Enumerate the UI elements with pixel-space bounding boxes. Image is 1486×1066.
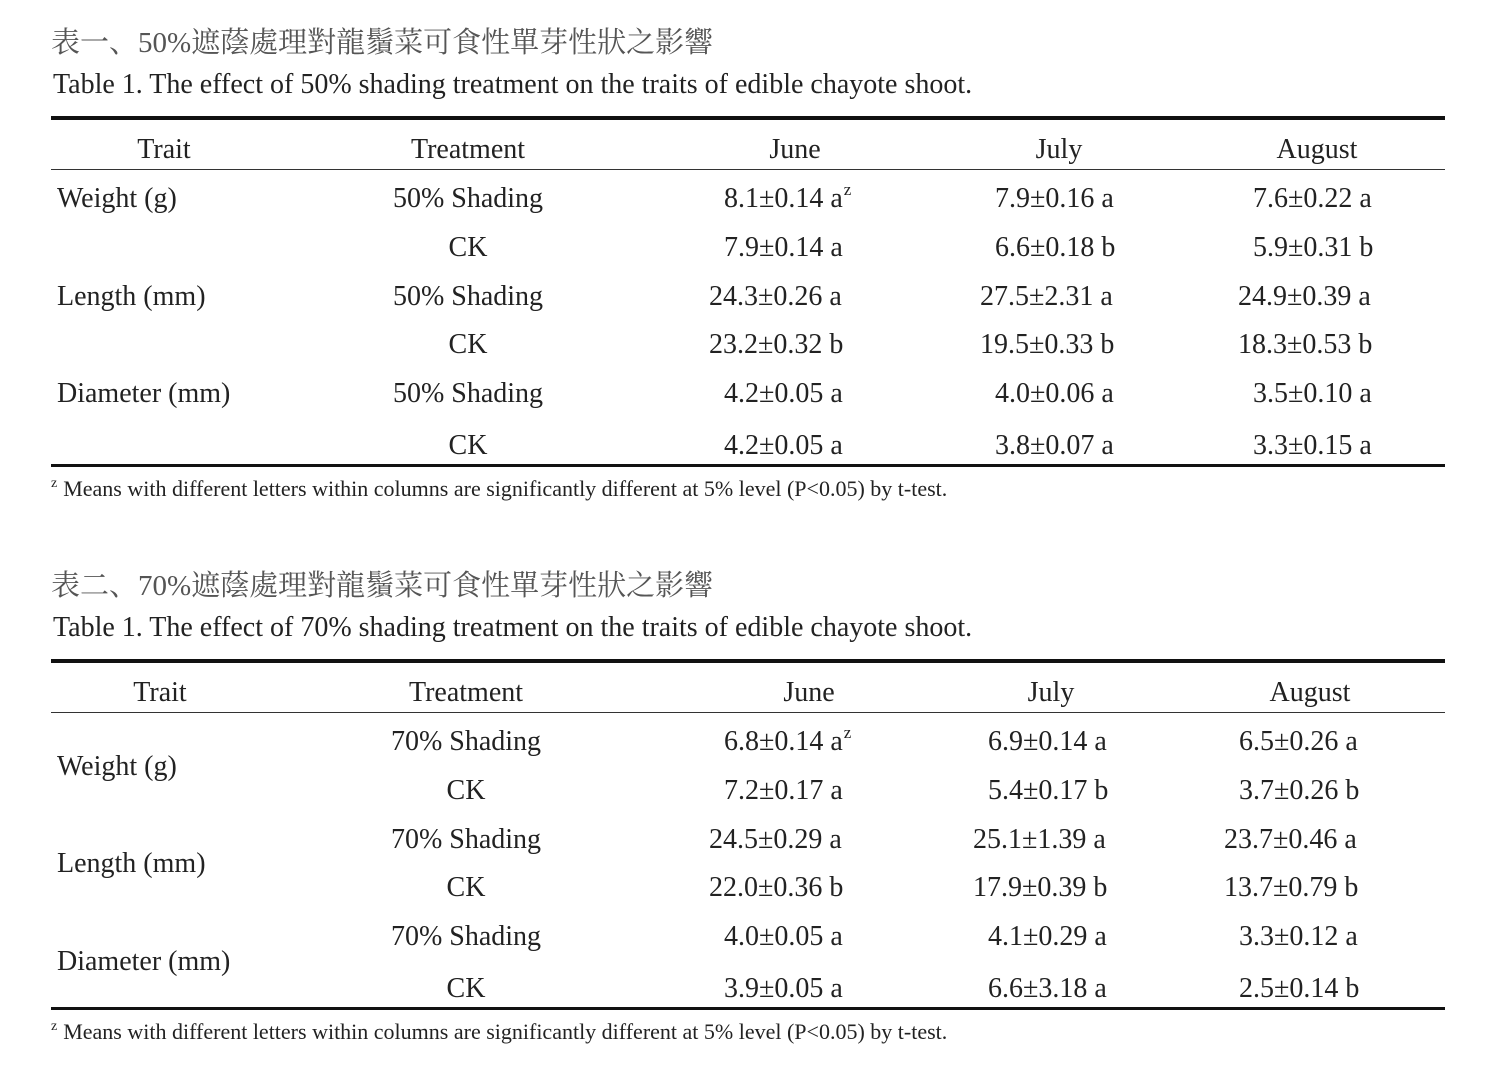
table-cell-august: 3.3±0.15 a — [1253, 430, 1372, 461]
table-cell-july: 4.0±0.06 a — [995, 378, 1114, 409]
table-row: CK — [448, 232, 488, 263]
footnote-marker: z — [51, 1019, 58, 1034]
table-2-trait-diameter: Diameter (mm) — [57, 946, 231, 977]
table-cell-june: 7.2±0.17 a — [724, 775, 843, 806]
table-cell-july: 7.9±0.16 a — [995, 183, 1114, 214]
table-1-header-august: August — [1276, 134, 1358, 165]
table-cell-july: 5.4±0.17 b — [988, 775, 1109, 806]
table-1-header-rule — [51, 169, 1445, 170]
table-row: 50% Shading — [392, 281, 544, 312]
table-row: CK — [446, 973, 486, 1004]
table-cell-july: 19.5±0.33 b — [980, 329, 1115, 360]
table-cell-june — [724, 180, 852, 214]
superscript-marker: z — [843, 723, 852, 742]
table-1-bottom-rule — [51, 464, 1445, 467]
footnote-marker: z — [51, 476, 58, 491]
table-cell-june: 4.2±0.05 a — [724, 378, 843, 409]
table-cell-june: 3.9±0.05 a — [724, 973, 843, 1004]
table-row: 70% Shading — [390, 824, 542, 855]
table-row: 70% Shading — [390, 726, 542, 757]
table-row: CK — [448, 430, 488, 461]
table-cell-august: 2.5±0.14 b — [1239, 973, 1360, 1004]
table-2-block — [51, 543, 1445, 1066]
table-cell-august: 18.3±0.53 b — [1238, 329, 1373, 360]
table-cell-june: 22.0±0.36 b — [709, 872, 844, 903]
table-cell-august: 7.6±0.22 a — [1253, 183, 1372, 214]
footnote-text: Means with different letters within columns are significantly different at 5% level (P<0.05) by t-test. — [63, 1019, 948, 1044]
table-cell-august: 13.7±0.79 b — [1224, 872, 1359, 903]
table-2-header-july: July — [1027, 677, 1075, 708]
table-1-title-cn: 表一、50%遮蔭處理對龍鬚菜可食性單芽性狀之影響 — [51, 27, 714, 59]
table-row: CK — [448, 329, 488, 360]
table-row: CK — [446, 775, 486, 806]
table-cell-august: 23.7±0.46 a — [1224, 824, 1357, 855]
table-2-header-august: August — [1269, 677, 1351, 708]
table-cell-june: 7.9±0.14 a — [724, 232, 843, 263]
table-cell-august: 3.5±0.10 a — [1253, 378, 1372, 409]
table-1-header-treatment: Treatment — [410, 134, 526, 165]
table-cell-august: 3.7±0.26 b — [1239, 775, 1360, 806]
table-cell-august: 6.5±0.26 a — [1239, 726, 1358, 757]
table-cell-july: 25.1±1.39 a — [973, 824, 1106, 855]
table-cell-june — [724, 723, 852, 757]
table-1-title-en: Table 1. The effect of 50% shading treatment on the traits of edible chayote shoot. — [53, 69, 973, 100]
table-cell-august: 5.9±0.31 b — [1253, 232, 1374, 263]
table-2-bottom-rule — [51, 1007, 1445, 1010]
table-2-header-trait: Trait — [133, 677, 187, 708]
table-cell-july: 6.6±0.18 b — [995, 232, 1116, 263]
table-1-trait-weight: Weight (g) — [57, 183, 177, 214]
table-2-header-june: June — [783, 677, 835, 708]
table-row: 50% Shading — [392, 378, 544, 409]
table-2-header-rule — [51, 712, 1445, 713]
cell-value: 6.8±0.14 a — [724, 726, 843, 757]
table-cell-july: 3.8±0.07 a — [995, 430, 1114, 461]
table-cell-july: 17.9±0.39 b — [973, 872, 1108, 903]
table-1-trait-length: Length (mm) — [57, 281, 206, 312]
table-1-block — [51, 0, 1445, 520]
table-2-trait-length: Length (mm) — [57, 848, 206, 879]
table-2-header-treatment: Treatment — [408, 677, 524, 708]
table-2-trait-weight: Weight (g) — [57, 751, 177, 782]
table-2-title-cn: 表二、70%遮蔭處理對龍鬚菜可食性單芽性狀之影響 — [51, 570, 714, 602]
table-1-trait-diameter: Diameter (mm) — [57, 378, 231, 409]
table-cell-july: 27.5±2.31 a — [980, 281, 1113, 312]
table-cell-june: 4.0±0.05 a — [724, 921, 843, 952]
table-cell-june: 24.3±0.26 a — [709, 281, 842, 312]
table-cell-july: 6.9±0.14 a — [988, 726, 1107, 757]
table-row: CK — [446, 872, 486, 903]
table-1-top-rule — [51, 116, 1445, 120]
table-1-header-june: June — [769, 134, 821, 165]
table-cell-june: 23.2±0.32 b — [709, 329, 844, 360]
table-cell-august: 3.3±0.12 a — [1239, 921, 1358, 952]
table-1-footnote — [51, 476, 947, 502]
table-cell-august: 24.9±0.39 a — [1238, 281, 1371, 312]
table-cell-june: 4.2±0.05 a — [724, 430, 843, 461]
table-2-footnote — [51, 1019, 947, 1045]
table-row: 50% Shading — [392, 183, 544, 214]
table-1-header-july: July — [1035, 134, 1083, 165]
table-cell-july: 4.1±0.29 a — [988, 921, 1107, 952]
table-cell-july: 6.6±3.18 a — [988, 973, 1107, 1004]
table-cell-june: 24.5±0.29 a — [709, 824, 842, 855]
table-2-top-rule — [51, 659, 1445, 663]
superscript-marker: z — [843, 180, 852, 199]
table-1-header-trait: Trait — [137, 134, 191, 165]
table-2-title-en: Table 1. The effect of 70% shading treatment on the traits of edible chayote shoot. — [53, 612, 973, 643]
cell-value: 8.1±0.14 a — [724, 183, 843, 214]
footnote-text: Means with different letters within columns are significantly different at 5% level (P<0.05) by t-test. — [63, 476, 948, 501]
table-row: 70% Shading — [390, 921, 542, 952]
